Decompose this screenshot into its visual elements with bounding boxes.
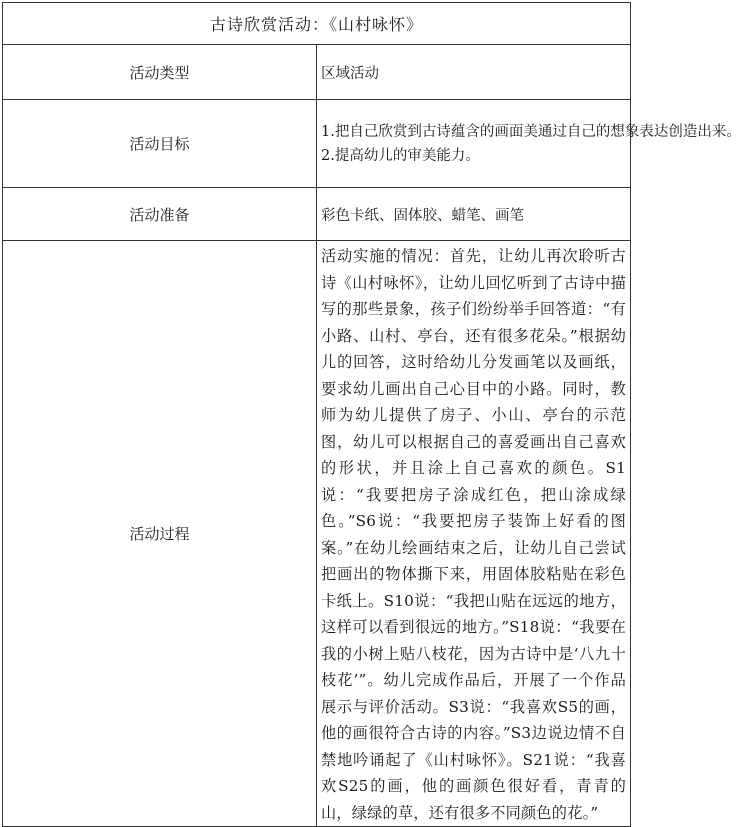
row-activity-type <box>3 45 631 100</box>
activity-goal-value <box>317 100 741 188</box>
process-paragraph: 活动实施的情况：首先，让幼儿再次聆听古诗《山村咏怀》，让幼儿回忆听到了古诗中描写的那些景象，孩子们纷纷举手回答道：“有小路、山村、亭台，还有很多花朵。”根据幼儿的回答，这时给幼儿分发画笔以及画纸，要求幼儿画出自己心目中的小路。同时，教师为幼儿提供了房子、小山、亭台的示范图，幼儿可以根据自己的喜爱画出自己喜欢的形状，并且涂上自己喜欢的颜色。S1说：“我要把房子涂成红色，把山涂成绿色。”S6说：“我要把房子装饰上好看的图案。”在幼儿绘画结束之后，让幼儿自己尝试把画出的物体撕下来，用固体胶粘贴在彩色卡纸上。S10说：“我把山贴在远远的地方，这样可以看到很远的地方。”S18说：“我要在我的小树上贴八枝花，因为古诗中是‘八九十枝花’”。幼儿完成作品后，开展了一个作品展示与评价活动。S3说：“我喜欢S5的画，他的画很符合古诗的内容。”S3边说边情不自禁地吟诵起了《山村咏怀》。S21说：“我喜欢S25的画，他的画颜色很好看，青青的山，绿绿的草，还有很多不同颜色的花。” <box>321 247 626 822</box>
goal-item: 1.把自己欣赏到古诗蕴含的画面美通过自己的想象表达创造出来。 <box>321 123 741 140</box>
activity-table <box>2 2 741 827</box>
activity-type-label: 活动类型 <box>3 45 317 100</box>
row-activity-goal <box>3 100 631 188</box>
activity-process-value <box>317 241 631 827</box>
activity-process-label: 活动过程 <box>3 241 317 827</box>
activity-goal-label: 活动目标 <box>3 100 317 188</box>
row-activity-prep <box>3 188 631 241</box>
activity-prep-label: 活动准备 <box>3 188 317 241</box>
goal-item: 2.提高幼儿的审美能力。 <box>321 147 480 164</box>
row-activity-process <box>3 241 631 827</box>
table-title: 古诗欣赏活动：《山村咏怀》 <box>3 3 631 45</box>
activity-type-value: 区域活动 <box>317 45 631 100</box>
activity-prep-value: 彩色卡纸、固体胶、蜡笔、画笔 <box>317 188 631 241</box>
